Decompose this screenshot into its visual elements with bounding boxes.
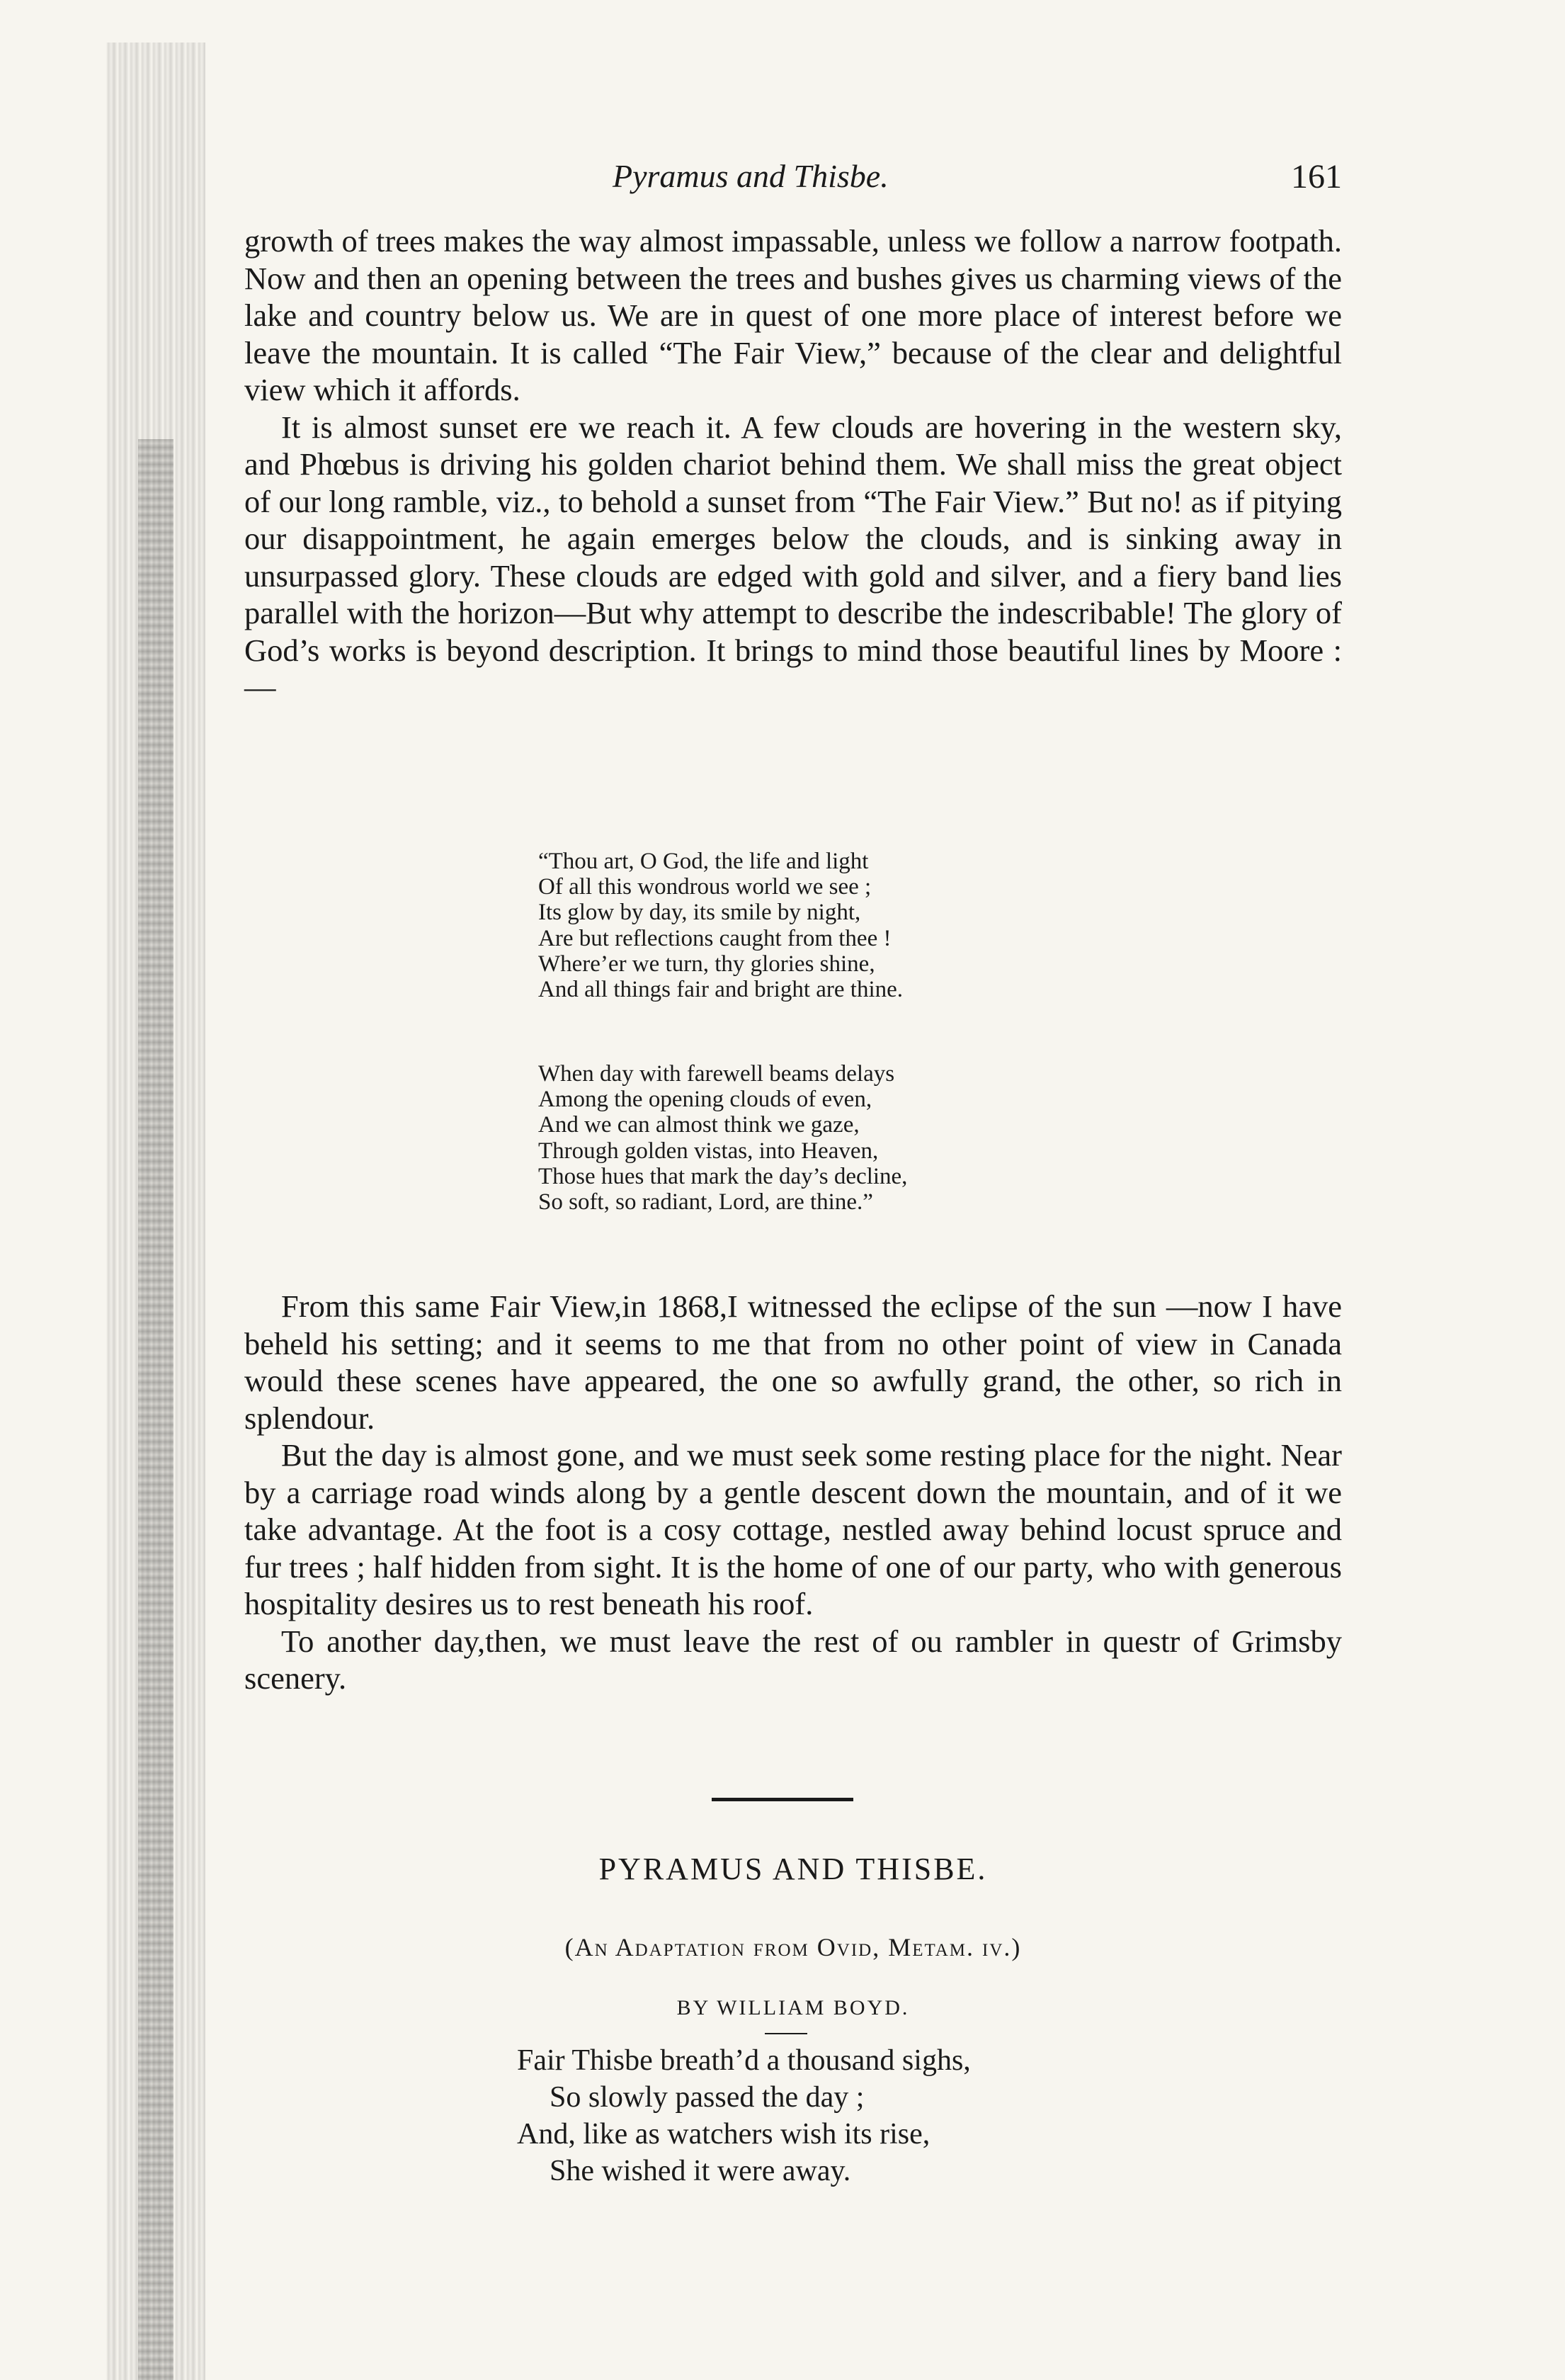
binding-stitching: [138, 439, 173, 2380]
verse-line: When day with farewell beams delays: [538, 1061, 895, 1087]
verse-line: Of all this wondrous world we see ;: [538, 874, 872, 900]
body-text-top: [244, 222, 1342, 706]
quoted-stanza: [538, 849, 903, 1002]
verse-line: Through golden vistas, into Heaven,: [538, 1138, 879, 1164]
page-number: 161: [1291, 158, 1342, 196]
verse-line: Among the opening clouds of even,: [538, 1087, 872, 1113]
paragraph: growth of trees makes the way almost impassable, unless we follow a narrow footpath. Now and then an opening between the trees and bushes gives us charming views of the lake and country below us. We are in quest of one more place of interest before we leave the mountain. It is called “The Fair View,” because of the clear and delightful view which it affords.: [244, 223, 1342, 407]
poem-line: Fair Thisbe breath’d a thousand sighs,: [517, 2044, 971, 2077]
verse-line: And we can almost think we gaze,: [538, 1112, 860, 1138]
running-head: [244, 157, 1342, 200]
article-byline: BY WILLIAM BOYD.: [676, 1996, 910, 2019]
running-title: Pyramus and Thisbe.: [613, 158, 889, 194]
section-divider: [712, 1798, 853, 1801]
verse-line: Are but reflections caught from thee !: [538, 925, 892, 951]
poem-line: So slowly passed the day ;: [550, 2081, 865, 2114]
verse-line: So soft, so radiant, Lord, are thine.”: [538, 1189, 873, 1216]
paragraph: It is almost sunset ere we reach it. A few clouds are hovering in the western sky, and Phœbus is driving his golden chariot behind them. We shall miss the great object of our long ramble, viz., to behold a sunset from “The Fair View.” But no! as if pitying our disappointment, he again emerges below the clouds, and is sinking away in unsurpassed glory. These clouds are edged with gold and silver, and a fiery band lies parallel with the horizon—But why attempt to describe the indescribable! The glory of God’s works is beyond description. It brings to mind those beautiful lines by Moore :—: [244, 409, 1342, 705]
quoted-stanza: [538, 1061, 907, 1215]
paragraph: But the day is almost gone, and we must seek some resting place for the night. Near by a carriage road winds along by a gentle descent down the mountain, and of it we take advantage. At the foot is a cosy cottage, nestled away behind locust spruce and fur trees ; half hidden from sight. It is the home of one of our party, who with generous hospitality desires us to rest beneath his roof.: [244, 1437, 1342, 1621]
verse-line: And all things fair and bright are thine.: [538, 977, 904, 1003]
verse-line: Its glow by day, its smile by night,: [538, 900, 861, 926]
poem: [517, 2042, 971, 2189]
verse-line: Where’er we turn, thy glories shine,: [538, 951, 875, 977]
verse-line: “Thou art, O God, the life and light: [538, 849, 869, 874]
paragraph: To another day,then, we must leave the rest of ou rambler in questr of Grimsby scenery.: [244, 1623, 1342, 1696]
article-title: PYRAMUS AND THISBE.: [598, 1852, 988, 1886]
body-text-middle: [244, 1288, 1342, 1697]
paragraph: From this same Fair View,in 1868,I witnessed the eclipse of the sun —now I have beheld his setting; and it seems to me that from no other point of view in Canada would these scenes have appeared, the one so awfully grand, the other, so rich in splendour.: [244, 1288, 1342, 1436]
poem-line: And, like as watchers wish its rise,: [517, 2118, 931, 2150]
book-page: [244, 0, 1342, 2380]
article-subtitle: (An Adaptation from Ovid, Metam. iv.): [564, 1933, 1022, 1961]
poem-line: She wished it were away.: [550, 2155, 851, 2187]
verse-line: Those hues that mark the day’s decline,: [538, 1163, 908, 1189]
byline-divider: [765, 2033, 807, 2034]
